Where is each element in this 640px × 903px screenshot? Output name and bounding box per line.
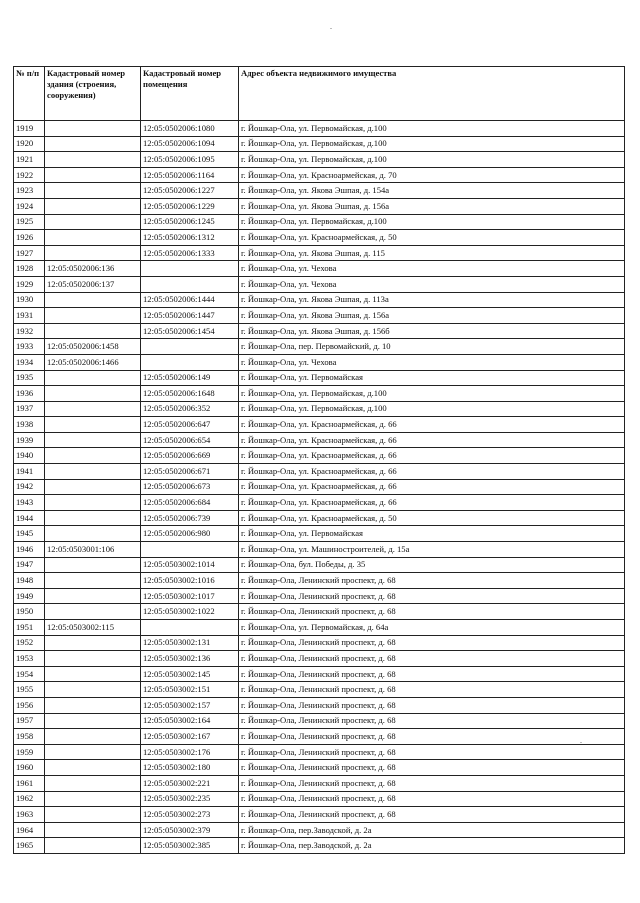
address-cell: г. Йошкар-Ола, Ленинский проспект, д. 68	[239, 760, 625, 776]
premises-cadastral-number-cell: 12:05:0502006:1333	[141, 245, 239, 261]
premises-cadastral-number-cell: 12:05:0503002:151	[141, 682, 239, 698]
building-cadastral-number-cell	[45, 370, 141, 386]
premises-cadastral-number-cell: 12:05:0502006:673	[141, 479, 239, 495]
premises-cadastral-number-cell: 12:05:0502006:1094	[141, 136, 239, 152]
row-number-cell: 1937	[14, 401, 45, 417]
premises-cadastral-number-cell	[141, 276, 239, 292]
premises-cadastral-number-cell: 12:05:0502006:1164	[141, 167, 239, 183]
table-row	[14, 775, 625, 791]
building-cadastral-number-cell	[45, 136, 141, 152]
row-number-cell: 1939	[14, 432, 45, 448]
building-cadastral-number-cell	[45, 323, 141, 339]
table-row	[14, 635, 625, 651]
row-number-cell: 1936	[14, 386, 45, 402]
building-cadastral-number-cell	[45, 666, 141, 682]
table-row	[14, 308, 625, 324]
table-row	[14, 495, 625, 511]
building-cadastral-number-cell: 12:05:0503002:115	[45, 620, 141, 636]
building-cadastral-number-cell	[45, 292, 141, 308]
row-number-cell: 1949	[14, 588, 45, 604]
building-cadastral-number-cell	[45, 308, 141, 324]
premises-cadastral-number-cell: 12:05:0503002:221	[141, 775, 239, 791]
row-number-cell: 1948	[14, 573, 45, 589]
address-cell: г. Йошкар-Ола, ул. Первомайская, д.100	[239, 214, 625, 230]
row-number-cell: 1964	[14, 822, 45, 838]
row-number-cell: 1941	[14, 464, 45, 480]
table-row	[14, 276, 625, 292]
address-cell: г. Йошкар-Ола, Ленинский проспект, д. 68	[239, 697, 625, 713]
premises-cadastral-number-cell: 12:05:0502006:1227	[141, 183, 239, 199]
table-row	[14, 417, 625, 433]
row-number-cell: 1946	[14, 542, 45, 558]
scan-artifact	[330, 28, 332, 29]
premises-cadastral-number-cell	[141, 620, 239, 636]
address-cell: г. Йошкар-Ола, ул. Первомайская, д.100	[239, 386, 625, 402]
row-number-cell: 1926	[14, 230, 45, 246]
table-body	[14, 121, 625, 854]
premises-cadastral-number-cell: 12:05:0502006:980	[141, 526, 239, 542]
row-number-cell: 1921	[14, 152, 45, 168]
premises-cadastral-number-cell: 12:05:0503002:379	[141, 822, 239, 838]
building-cadastral-number-cell: 12:05:0502006:137	[45, 276, 141, 292]
address-cell: г. Йошкар-Ола, ул. Первомайская, д.100	[239, 121, 625, 137]
row-number-cell: 1959	[14, 744, 45, 760]
address-cell: г. Йошкар-Ола, пер. Первомайский, д. 10	[239, 339, 625, 355]
building-cadastral-number-cell	[45, 510, 141, 526]
premises-cadastral-number-cell	[141, 542, 239, 558]
table-row	[14, 323, 625, 339]
address-cell: г. Йошкар-Ола, ул. Первомайская, д.100	[239, 136, 625, 152]
address-cell: г. Йошкар-Ола, ул. Якова Эшпая, д. 156б	[239, 323, 625, 339]
premises-cadastral-number-cell: 12:05:0503002:164	[141, 713, 239, 729]
address-cell: г. Йошкар-Ола, ул. Красноармейская, д. 50	[239, 510, 625, 526]
premises-cadastral-number-cell: 12:05:0503002:1022	[141, 604, 239, 620]
address-cell: г. Йошкар-Ола, ул. Чехова	[239, 354, 625, 370]
premises-cadastral-number-cell: 12:05:0503002:1017	[141, 588, 239, 604]
building-cadastral-number-cell	[45, 713, 141, 729]
building-cadastral-number-cell	[45, 604, 141, 620]
table-row	[14, 479, 625, 495]
table-row	[14, 760, 625, 776]
row-number-cell: 1935	[14, 370, 45, 386]
row-number-cell: 1928	[14, 261, 45, 277]
premises-cadastral-number-cell	[141, 261, 239, 277]
premises-cadastral-number-cell: 12:05:0503002:1016	[141, 573, 239, 589]
row-number-cell: 1927	[14, 245, 45, 261]
row-number-cell: 1940	[14, 448, 45, 464]
premises-cadastral-number-cell: 12:05:0503002:180	[141, 760, 239, 776]
building-cadastral-number-cell	[45, 152, 141, 168]
table-row	[14, 510, 625, 526]
address-cell: г. Йошкар-Ола, Ленинский проспект, д. 68	[239, 775, 625, 791]
premises-cadastral-number-cell: 12:05:0502006:352	[141, 401, 239, 417]
building-cadastral-number-cell	[45, 245, 141, 261]
building-cadastral-number-cell	[45, 573, 141, 589]
table-row	[14, 744, 625, 760]
table-row	[14, 697, 625, 713]
row-number-cell: 1947	[14, 557, 45, 573]
building-cadastral-number-cell	[45, 230, 141, 246]
address-cell: г. Йошкар-Ола, Ленинский проспект, д. 68	[239, 729, 625, 745]
table-row	[14, 261, 625, 277]
premises-cadastral-number-cell: 12:05:0502006:1080	[141, 121, 239, 137]
table-row	[14, 729, 625, 745]
premises-cadastral-number-cell: 12:05:0503002:167	[141, 729, 239, 745]
address-cell: г. Йошкар-Ола, бул. Победы, д. 35	[239, 557, 625, 573]
header-row	[14, 67, 625, 121]
building-cadastral-number-cell: 12:05:0502006:1466	[45, 354, 141, 370]
address-cell: г. Йошкар-Ола, ул. Первомайская, д.100	[239, 152, 625, 168]
address-cell: г. Йошкар-Ола, ул. Красноармейская, д. 50	[239, 230, 625, 246]
premises-cadastral-number-cell: 12:05:0502006:1447	[141, 308, 239, 324]
row-number-cell: 1943	[14, 495, 45, 511]
address-cell: г. Йошкар-Ола, ул. Красноармейская, д. 66	[239, 432, 625, 448]
building-cadastral-number-cell	[45, 807, 141, 823]
address-cell: г. Йошкар-Ола, Ленинский проспект, д. 68	[239, 713, 625, 729]
building-cadastral-number-cell	[45, 464, 141, 480]
premises-cadastral-number-cell	[141, 354, 239, 370]
header-row-number: № п/п	[14, 67, 45, 121]
row-number-cell: 1951	[14, 620, 45, 636]
table-row	[14, 651, 625, 667]
row-number-cell: 1919	[14, 121, 45, 137]
row-number-cell: 1932	[14, 323, 45, 339]
premises-cadastral-number-cell: 12:05:0502006:671	[141, 464, 239, 480]
address-cell: г. Йошкар-Ола, ул. Первомайская, д.100	[239, 401, 625, 417]
address-cell: г. Йошкар-Ола, ул. Красноармейская, д. 66	[239, 479, 625, 495]
table-row	[14, 604, 625, 620]
address-cell: г. Йошкар-Ола, ул. Первомайская	[239, 370, 625, 386]
building-cadastral-number-cell	[45, 760, 141, 776]
building-cadastral-number-cell	[45, 697, 141, 713]
row-number-cell: 1924	[14, 198, 45, 214]
header-premises-cadastral: Кадастровый номер помещения	[141, 67, 239, 121]
premises-cadastral-number-cell: 12:05:0502006:1229	[141, 198, 239, 214]
building-cadastral-number-cell	[45, 822, 141, 838]
building-cadastral-number-cell	[45, 386, 141, 402]
row-number-cell: 1952	[14, 635, 45, 651]
row-number-cell: 1950	[14, 604, 45, 620]
building-cadastral-number-cell	[45, 479, 141, 495]
address-cell: г. Йошкар-Ола, пер.Заводской, д. 2а	[239, 822, 625, 838]
table-row	[14, 230, 625, 246]
table-row	[14, 666, 625, 682]
address-cell: г. Йошкар-Ола, ул. Красноармейская, д. 66	[239, 448, 625, 464]
row-number-cell: 1945	[14, 526, 45, 542]
building-cadastral-number-cell	[45, 775, 141, 791]
address-cell: г. Йошкар-Ола, ул. Красноармейская, д. 66	[239, 495, 625, 511]
building-cadastral-number-cell	[45, 791, 141, 807]
row-number-cell: 1933	[14, 339, 45, 355]
row-number-cell: 1929	[14, 276, 45, 292]
building-cadastral-number-cell	[45, 635, 141, 651]
table-row	[14, 432, 625, 448]
building-cadastral-number-cell	[45, 729, 141, 745]
row-number-cell: 1942	[14, 479, 45, 495]
premises-cadastral-number-cell: 12:05:0502006:669	[141, 448, 239, 464]
row-number-cell: 1923	[14, 183, 45, 199]
row-number-cell: 1925	[14, 214, 45, 230]
address-cell: г. Йошкар-Ола, ул. Первомайская	[239, 526, 625, 542]
premises-cadastral-number-cell: 12:05:0502006:1454	[141, 323, 239, 339]
row-number-cell: 1954	[14, 666, 45, 682]
row-number-cell: 1963	[14, 807, 45, 823]
address-cell: г. Йошкар-Ола, Ленинский проспект, д. 68	[239, 588, 625, 604]
header-address: Адрес объекта недвижимого имущества	[239, 67, 625, 121]
row-number-cell: 1930	[14, 292, 45, 308]
address-cell: г. Йошкар-Ола, ул. Якова Эшпая, д. 115	[239, 245, 625, 261]
address-cell: г. Йошкар-Ола, ул. Чехова	[239, 276, 625, 292]
premises-cadastral-number-cell: 12:05:0502006:1648	[141, 386, 239, 402]
address-cell: г. Йошкар-Ола, ул. Якова Эшпая, д. 154а	[239, 183, 625, 199]
premises-cadastral-number-cell: 12:05:0502006:654	[141, 432, 239, 448]
row-number-cell: 1956	[14, 697, 45, 713]
address-cell: г. Йошкар-Ола, Ленинский проспект, д. 68	[239, 666, 625, 682]
address-cell: г. Йошкар-Ола, Ленинский проспект, д. 68	[239, 682, 625, 698]
premises-cadastral-number-cell: 12:05:0502006:684	[141, 495, 239, 511]
building-cadastral-number-cell	[45, 651, 141, 667]
premises-cadastral-number-cell: 12:05:0502006:1444	[141, 292, 239, 308]
building-cadastral-number-cell	[45, 121, 141, 137]
row-number-cell: 1961	[14, 775, 45, 791]
address-cell: г. Йошкар-Ола, ул. Якова Эшпая, д. 113а	[239, 292, 625, 308]
premises-cadastral-number-cell: 12:05:0502006:739	[141, 510, 239, 526]
header-building-cadastral: Кадастровый номер здания (строения, сооружения)	[45, 67, 141, 121]
table-row	[14, 152, 625, 168]
premises-cadastral-number-cell: 12:05:0503002:176	[141, 744, 239, 760]
premises-cadastral-number-cell: 12:05:0503002:1014	[141, 557, 239, 573]
address-cell: г. Йошкар-Ола, Ленинский проспект, д. 68	[239, 744, 625, 760]
table-row	[14, 167, 625, 183]
address-cell: г. Йошкар-Ола, Ленинский проспект, д. 68	[239, 573, 625, 589]
table-row	[14, 620, 625, 636]
building-cadastral-number-cell	[45, 214, 141, 230]
address-cell: г. Йошкар-Ола, пер.Заводской, д. 2а	[239, 838, 625, 854]
address-cell: г. Йошкар-Ола, Ленинский проспект, д. 68	[239, 604, 625, 620]
row-number-cell: 1955	[14, 682, 45, 698]
table-row	[14, 370, 625, 386]
table-row	[14, 573, 625, 589]
premises-cadastral-number-cell: 12:05:0503002:235	[141, 791, 239, 807]
row-number-cell: 1960	[14, 760, 45, 776]
table-row	[14, 588, 625, 604]
table-row	[14, 464, 625, 480]
table-row	[14, 292, 625, 308]
table-row	[14, 682, 625, 698]
table-row	[14, 838, 625, 854]
table-row	[14, 214, 625, 230]
address-cell: г. Йошкар-Ола, Ленинский проспект, д. 68	[239, 651, 625, 667]
premises-cadastral-number-cell: 12:05:0503002:136	[141, 651, 239, 667]
table-row	[14, 401, 625, 417]
building-cadastral-number-cell	[45, 448, 141, 464]
table-row	[14, 386, 625, 402]
premises-cadastral-number-cell: 12:05:0502006:1245	[141, 214, 239, 230]
building-cadastral-number-cell	[45, 682, 141, 698]
table-row	[14, 121, 625, 137]
table-row	[14, 713, 625, 729]
table-header	[14, 67, 625, 121]
building-cadastral-number-cell	[45, 167, 141, 183]
premises-cadastral-number-cell: 12:05:0503002:131	[141, 635, 239, 651]
table-row	[14, 183, 625, 199]
premises-cadastral-number-cell: 12:05:0503002:157	[141, 697, 239, 713]
address-cell: г. Йошкар-Ола, ул. Якова Эшпая, д. 156а	[239, 308, 625, 324]
row-number-cell: 1962	[14, 791, 45, 807]
address-cell: г. Йошкар-Ола, Ленинский проспект, д. 68	[239, 791, 625, 807]
row-number-cell: 1920	[14, 136, 45, 152]
building-cadastral-number-cell	[45, 183, 141, 199]
premises-cadastral-number-cell: 12:05:0503002:145	[141, 666, 239, 682]
row-number-cell: 1958	[14, 729, 45, 745]
address-cell: г. Йошкар-Ола, ул. Красноармейская, д. 66	[239, 464, 625, 480]
table-row	[14, 526, 625, 542]
row-number-cell: 1944	[14, 510, 45, 526]
row-number-cell: 1922	[14, 167, 45, 183]
premises-cadastral-number-cell: 12:05:0502006:1095	[141, 152, 239, 168]
table-row	[14, 807, 625, 823]
premises-cadastral-number-cell: 12:05:0503002:273	[141, 807, 239, 823]
address-cell: г. Йошкар-Ола, Ленинский проспект, д. 68	[239, 635, 625, 651]
building-cadastral-number-cell	[45, 838, 141, 854]
building-cadastral-number-cell	[45, 417, 141, 433]
building-cadastral-number-cell	[45, 588, 141, 604]
address-cell: г. Йошкар-Ола, ул. Красноармейская, д. 66	[239, 417, 625, 433]
premises-cadastral-number-cell: 12:05:0502006:647	[141, 417, 239, 433]
address-cell: г. Йошкар-Ола, ул. Чехова	[239, 261, 625, 277]
building-cadastral-number-cell	[45, 198, 141, 214]
address-cell: г. Йошкар-Ола, ул. Якова Эшпая, д. 156а	[239, 198, 625, 214]
address-cell: г. Йошкар-Ола, ул. Красноармейская, д. 70	[239, 167, 625, 183]
row-number-cell: 1957	[14, 713, 45, 729]
row-number-cell: 1953	[14, 651, 45, 667]
table-row	[14, 557, 625, 573]
building-cadastral-number-cell	[45, 401, 141, 417]
row-number-cell: 1938	[14, 417, 45, 433]
row-number-cell: 1934	[14, 354, 45, 370]
address-cell: г. Йошкар-Ола, Ленинский проспект, д. 68	[239, 807, 625, 823]
premises-cadastral-number-cell: 12:05:0503002:385	[141, 838, 239, 854]
building-cadastral-number-cell: 12:05:0502006:136	[45, 261, 141, 277]
address-cell: г. Йошкар-Ола, ул. Машиностроителей, д. 15а	[239, 542, 625, 558]
table-row	[14, 354, 625, 370]
building-cadastral-number-cell: 12:05:0502006:1458	[45, 339, 141, 355]
table-row	[14, 448, 625, 464]
premises-cadastral-number-cell: 12:05:0502006:1312	[141, 230, 239, 246]
premises-cadastral-number-cell: 12:05:0502006:149	[141, 370, 239, 386]
table-row	[14, 339, 625, 355]
building-cadastral-number-cell	[45, 432, 141, 448]
property-registry-table	[13, 66, 625, 854]
table-row	[14, 822, 625, 838]
building-cadastral-number-cell	[45, 557, 141, 573]
table-row	[14, 542, 625, 558]
address-cell: г. Йошкар-Ола, ул. Первомайская, д. 64а	[239, 620, 625, 636]
table-row	[14, 791, 625, 807]
table-row	[14, 245, 625, 261]
building-cadastral-number-cell	[45, 526, 141, 542]
premises-cadastral-number-cell	[141, 339, 239, 355]
building-cadastral-number-cell	[45, 744, 141, 760]
building-cadastral-number-cell: 12:05:0503001:106	[45, 542, 141, 558]
row-number-cell: 1965	[14, 838, 45, 854]
table-row	[14, 136, 625, 152]
row-number-cell: 1931	[14, 308, 45, 324]
table-row	[14, 198, 625, 214]
building-cadastral-number-cell	[45, 495, 141, 511]
